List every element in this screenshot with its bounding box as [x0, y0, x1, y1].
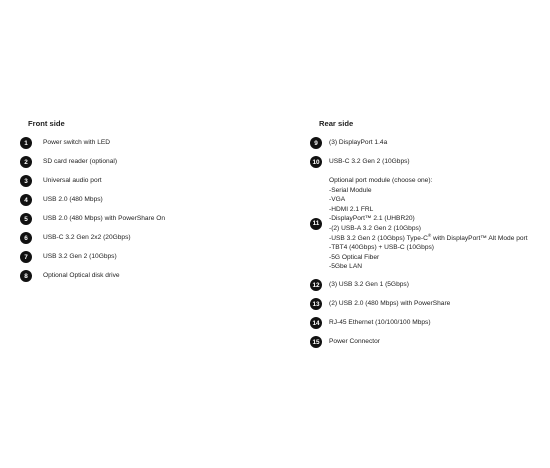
rear-item-15 [310, 336, 380, 348]
number-badge: 11 [310, 218, 322, 230]
item-label: USB 3.2 Gen 2 (10Gbps) [43, 252, 117, 260]
front-item-8 [20, 270, 120, 282]
module-line: -5Gbe LAN [329, 263, 362, 271]
number-badge: 8 [20, 270, 32, 282]
module-line: -USB 3.2 Gen 2 (10Gbps) Type-C® with DisplayPort™ Alt Mode port [329, 232, 528, 242]
module-line: -Serial Module [329, 186, 372, 194]
item-label: SD card reader (optional) [43, 157, 118, 165]
front-item-3 [20, 175, 102, 187]
front-item-2 [20, 156, 117, 168]
number-badge: 10 [310, 156, 322, 168]
number-badge: 1 [20, 137, 32, 149]
item-label: Power switch with LED [43, 138, 111, 146]
module-line: -HDMI 2.1 FRL [329, 205, 374, 213]
item-label: Universal audio port [43, 176, 102, 184]
module-line: -DisplayPort™ 2.1 (UHBR20) [329, 215, 415, 223]
number-badge: 7 [20, 251, 32, 263]
front-item-7 [20, 251, 117, 263]
rear-item-13 [310, 298, 450, 310]
module-line: -(2) USB-A 3.2 Gen 2 (10Gbps) [329, 224, 421, 232]
item-label: USB-C 3.2 Gen 2x2 (20Gbps) [43, 233, 131, 241]
number-badge: 15 [310, 336, 322, 348]
port-module-options [329, 176, 528, 272]
item-label: USB 2.0 (480 Mbps) with PowerShare On [43, 214, 166, 222]
number-badge: 4 [20, 194, 32, 206]
number-badge: 14 [310, 317, 322, 329]
rear-item-9 [310, 137, 387, 149]
rear-item-12 [310, 279, 409, 291]
module-line: -VGA [329, 196, 346, 204]
rear-side-title: Rear side [319, 119, 354, 128]
item-label: (2) USB 2.0 (480 Mbps) with PowerShare [329, 299, 451, 307]
item-label: (3) USB 3.2 Gen 1 (5Gbps) [329, 280, 409, 288]
number-badge: 5 [20, 213, 32, 225]
number-badge: 6 [20, 232, 32, 244]
rear-item-10 [310, 156, 410, 168]
item-label: Power Connector [329, 337, 380, 345]
number-badge: 3 [20, 175, 32, 187]
front-item-6 [20, 232, 131, 244]
item-label: Optional Optical disk drive [43, 271, 120, 279]
front-item-5 [20, 213, 165, 225]
number-badge: 12 [310, 279, 322, 291]
number-badge: 2 [20, 156, 32, 168]
module-line: Optional port module (choose one): [329, 177, 433, 184]
number-badge: 13 [310, 298, 322, 310]
item-label: RJ-45 Ethernet (10/100/100 Mbps) [329, 318, 431, 326]
front-side-title: Front side [28, 119, 65, 128]
rear-item-11-port-module [310, 176, 528, 272]
item-label: USB 2.0 (480 Mbps) [43, 195, 103, 203]
rear-item-14 [310, 317, 431, 329]
item-label: USB-C 3.2 Gen 2 (10Gbps) [329, 157, 410, 165]
front-item-4 [20, 194, 103, 206]
module-line: -5G Optical Fiber [329, 253, 380, 261]
number-badge: 9 [310, 137, 322, 149]
module-line: -TBT4 (40Gbps) + USB-C (10Gbps) [329, 244, 434, 252]
front-item-1 [20, 137, 110, 149]
item-label: (3) DisplayPort 1.4a [329, 138, 388, 146]
